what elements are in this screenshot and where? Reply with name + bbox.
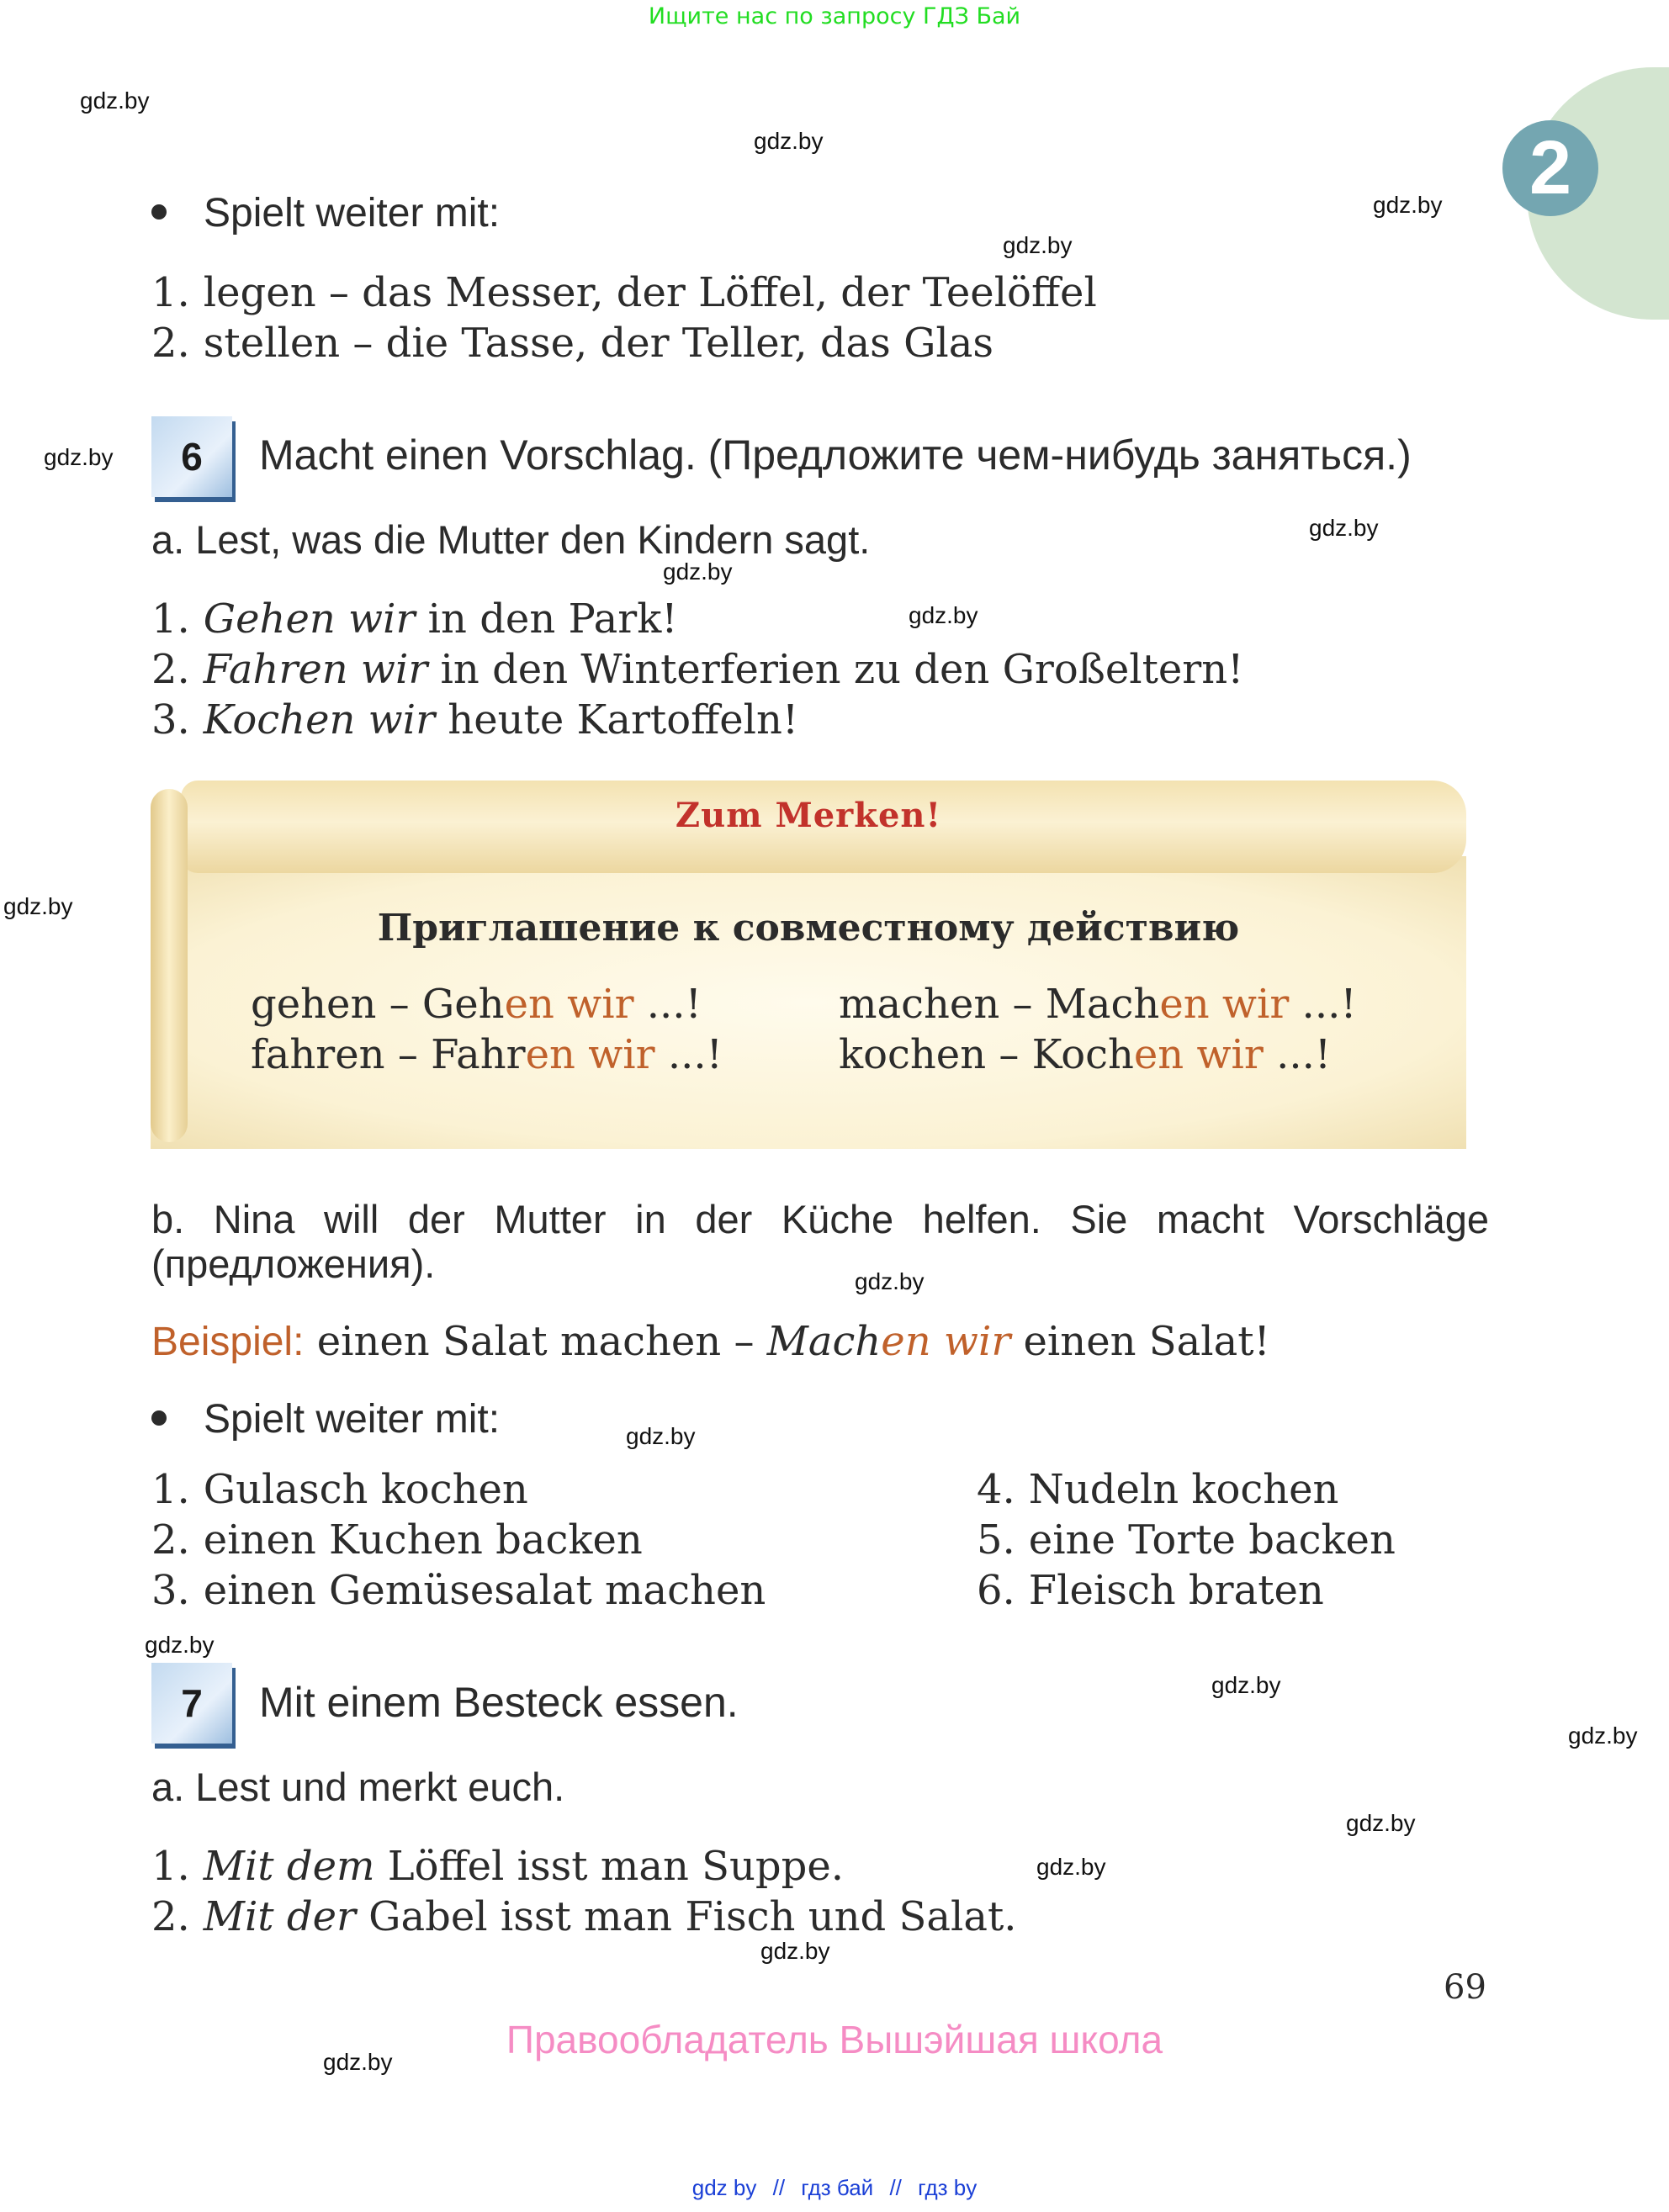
- list-item: 4. Nudeln kochen: [977, 1466, 1339, 1513]
- rule-row: machen – Machen wir ...!: [839, 981, 1357, 1028]
- instruction-bullet: [151, 190, 500, 236]
- list-item: 3. Kochen wir heute Kartoffeln!: [151, 696, 799, 744]
- list-item: 2. Fahren wir in den Winterferien zu den Großeltern!: [151, 646, 1244, 693]
- instruction-text: Spielt weiter mit:: [204, 191, 501, 235]
- watermark: gdz.by: [909, 602, 978, 628]
- watermark: gdz.by: [80, 87, 150, 114]
- list-item: 2. einen Kuchen backen: [151, 1516, 643, 1564]
- list-item: 2. Mit der Gabel isst man Fisch und Salat.: [151, 1893, 1017, 1940]
- copyright-notice: Правообладатель Вышэйшая школа: [506, 2018, 1163, 2061]
- separator: //: [772, 2175, 786, 2200]
- list-item: 6. Fleisch braten: [977, 1567, 1324, 1614]
- watermark: gdz.by: [626, 1423, 696, 1449]
- page-number: 69: [1444, 1968, 1486, 2007]
- watermark: gdz.by: [754, 128, 824, 154]
- instruction-bullet: [151, 1396, 500, 1442]
- list-item: 3. einen Gemüsesalat machen: [151, 1567, 766, 1614]
- rule-row: gehen – Gehen wir ...!: [251, 981, 702, 1028]
- list-item: 1. Gulasch kochen: [151, 1466, 528, 1513]
- list-item: 5. eine Torte backen: [977, 1516, 1396, 1564]
- list-item: 1. legen – das Messer, der Löffel, der Teelöffel: [151, 269, 1097, 316]
- scroll-left-roll: [151, 789, 188, 1142]
- watermark: gdz.by: [1568, 1723, 1638, 1749]
- watermark: gdz.by: [1211, 1672, 1281, 1698]
- watermark: gdz.by: [1373, 192, 1443, 218]
- rule-row: fahren – Fahren wir ...!: [251, 1031, 723, 1078]
- example-label: Beispiel:: [151, 1320, 305, 1364]
- top-banner: Ищите нас по запросу ГДЗ Бай: [648, 3, 1021, 29]
- example-line: Beispiel: einen Salat machen – Machen wir einen Salat!: [151, 1318, 1270, 1365]
- section-title: Mit einem Besteck essen.: [259, 1679, 739, 1726]
- watermark: gdz.by: [663, 558, 733, 585]
- instruction-text: Spielt weiter mit:: [204, 1397, 501, 1442]
- watermark: gdz.by: [3, 893, 73, 919]
- section-number-badge: 6: [151, 416, 232, 497]
- watermark: gdz.by: [1036, 1854, 1106, 1880]
- rule-row: kochen – Kochen wir ...!: [839, 1031, 1332, 1078]
- separator: //: [889, 2175, 902, 2200]
- list-item: 1. Mit dem Löffel isst man Suppe.: [151, 1843, 845, 1890]
- chapter-number-badge: 2: [1502, 120, 1598, 216]
- section-title: Macht einen Vorschlag. (Предложите чем-нибудь заняться.): [259, 431, 1412, 479]
- watermark: gdz.by: [145, 1632, 215, 1658]
- list-item: 1. Gehen wir in den Park!: [151, 595, 678, 643]
- task-heading-b-line1: b. Nina will der Mutter in der Küche helfen. Sie macht Vorschläge: [151, 1197, 1489, 1241]
- zum-merken-subtitle: Приглашение к совместному действию: [377, 907, 1240, 950]
- watermark: gdz.by: [855, 1268, 925, 1294]
- watermark: gdz.by: [323, 2049, 393, 2075]
- bullet-icon: [151, 204, 167, 220]
- link-gdz-by[interactable]: gdz by: [691, 2175, 757, 2200]
- list-item: 2. stellen – die Tasse, der Teller, das Glas: [151, 320, 994, 367]
- zum-merken-scroll: [151, 772, 1466, 1149]
- watermark: gdz.by: [1309, 515, 1379, 541]
- task-heading-b-line2: (предложения).: [151, 1241, 436, 1286]
- bullet-icon: [151, 1410, 167, 1426]
- watermark: gdz.by: [44, 444, 114, 470]
- link-gdz-bai[interactable]: гдз бай: [801, 2175, 874, 2200]
- zum-merken-title: Zum Merken!: [675, 796, 942, 835]
- link-gdz-by-cyr[interactable]: гдз by: [918, 2175, 978, 2200]
- watermark: gdz.by: [1346, 1810, 1416, 1836]
- bottom-links: [0, 2175, 1669, 2201]
- task-heading: a. Lest, was die Mutter den Kindern sagt.: [151, 517, 871, 562]
- watermark: gdz.by: [760, 1938, 830, 1964]
- watermark: gdz.by: [1003, 232, 1073, 258]
- section-number-badge: 7: [151, 1663, 232, 1744]
- task-heading: a. Lest und merkt euch.: [151, 1765, 565, 1809]
